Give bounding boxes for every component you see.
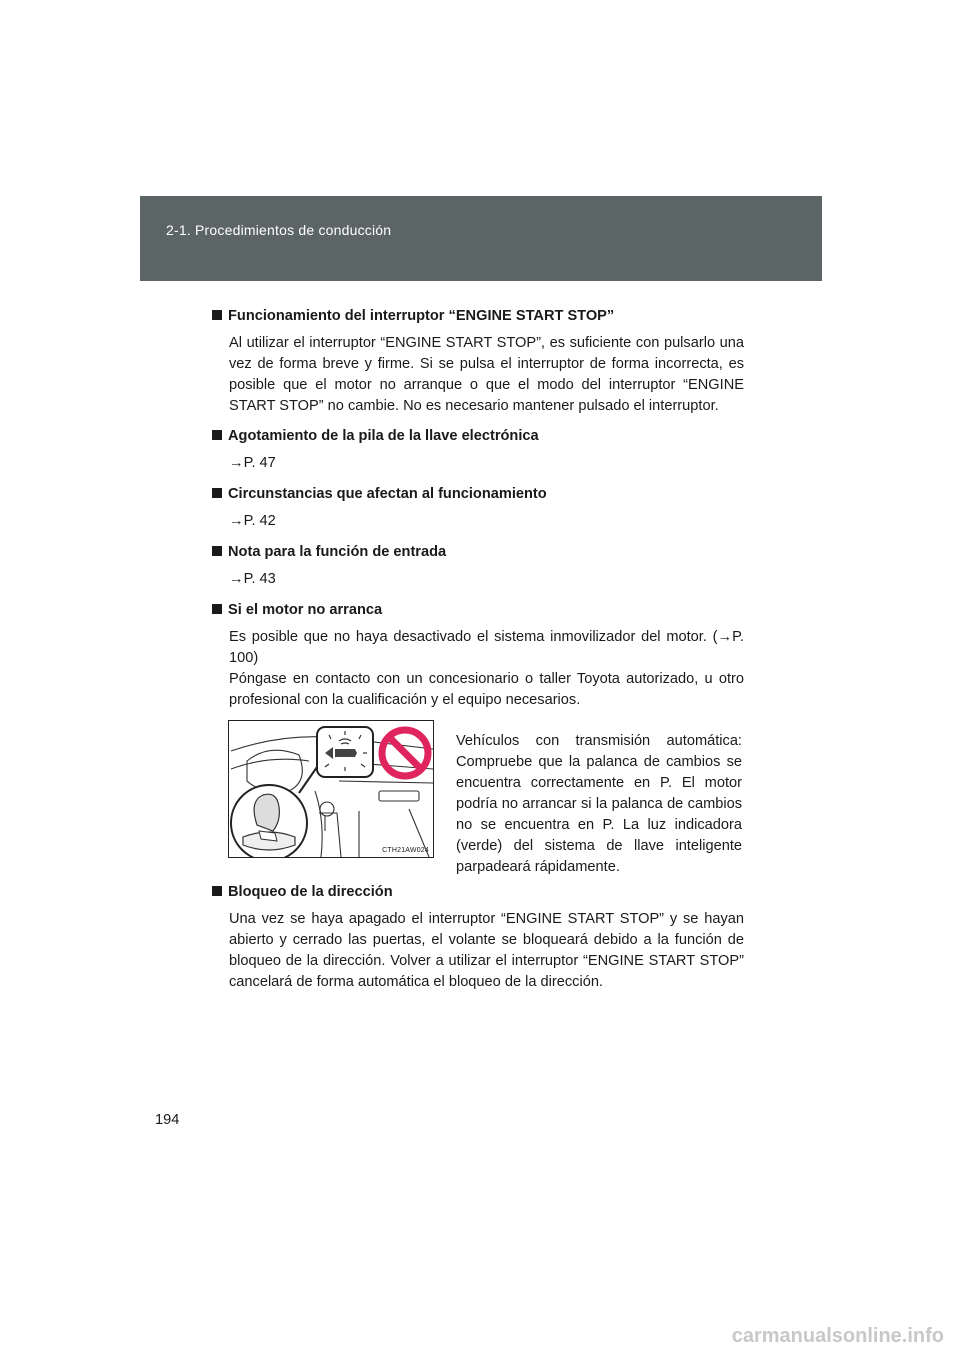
section-operating-circumstances xyxy=(212,484,744,531)
shift-lever-illustration xyxy=(228,720,434,858)
page-number: 194 xyxy=(155,1112,180,1128)
section-heading: Funcionamiento del interruptor “ENGINE START STOP” xyxy=(228,308,615,324)
square-bullet-icon xyxy=(212,604,222,614)
square-bullet-icon xyxy=(212,546,222,556)
page-reference: →P. 42 xyxy=(229,513,276,529)
section-heading: Agotamiento de la pila de la llave electrónica xyxy=(228,428,539,444)
section-header-bar xyxy=(140,196,822,281)
section-heading: Si el motor no arranca xyxy=(228,602,383,618)
section-body: Es posible que no haya desactivado el sistema inmovilizador del motor. (→P. 100) xyxy=(229,629,744,666)
square-bullet-icon xyxy=(212,310,222,320)
section-engine-start-stop xyxy=(212,306,744,417)
figure-code: CTH21AW024 xyxy=(382,847,429,854)
page-reference: →P. 43 xyxy=(229,571,276,587)
section-entry-function-note xyxy=(212,542,744,589)
section-heading: Nota para la función de entrada xyxy=(228,544,447,560)
watermark: carmanualsonline.info xyxy=(731,1325,944,1347)
figure-row xyxy=(212,720,744,875)
section-body: Al utilizar el interruptor “ENGINE START STOP”, es suficiente con pulsarlo una vez de forma breve y firme. Si se pulsa el interruptor de forma incorrecta, es posible que el motor no arranque o que el modo del interruptor “ENGINE START STOP” no cambie. No es necesario mantener pulsado el interruptor. xyxy=(229,335,744,414)
figure-caption: Vehículos con transmisión automática: Compruebe que la palanca de cambios se encuentra correctamente en P. El motor podría no arrancar si la palanca de cambios no se encuentra en P. La luz indicadora (verde) del sistema de llave inteligente parpadeará rápidamente. xyxy=(456,732,742,875)
section-body-contact: Póngase en contacto con un concesionario o taller Toyota autorizado, u otro profesional con la cualificación y el equipo necesarios. xyxy=(229,671,744,708)
square-bullet-icon xyxy=(212,886,222,896)
dashboard-shift-lever-drawing xyxy=(229,721,433,857)
section-battery-depletion xyxy=(212,426,744,473)
square-bullet-icon xyxy=(212,488,222,498)
section-heading: Circunstancias que afectan al funcionamiento xyxy=(228,486,547,502)
section-body: Una vez se haya apagado el interruptor “ENGINE START STOP” y se hayan abierto y cerrado las puertas, el volante se bloqueará debido a la función de bloqueo de la dirección. Volver a utilizar el interruptor “ENGINE START STOP” cancelará de forma automática el bloqueo de la dirección. xyxy=(229,911,744,990)
prohibited-icon xyxy=(382,730,428,776)
section-title: 2-1. Procedimientos de conducción xyxy=(166,222,392,238)
section-engine-not-starting xyxy=(212,600,744,711)
section-steering-lock xyxy=(212,882,744,993)
section-heading: Bloqueo de la dirección xyxy=(228,884,393,900)
page-content xyxy=(212,306,744,1002)
square-bullet-icon xyxy=(212,430,222,440)
page-reference: →P. 47 xyxy=(229,455,276,471)
